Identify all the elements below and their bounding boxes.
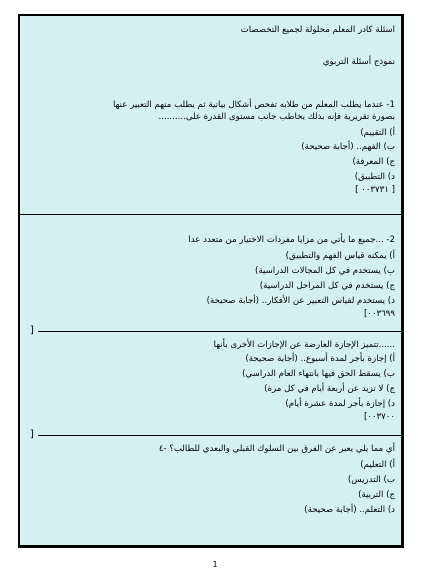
page-number: 1 [212, 560, 218, 569]
question-3-closing-bracket: [ [30, 429, 34, 440]
document-subtitle: نموذج أسئلة التربوي [322, 57, 395, 67]
question-1-option-a: أ) التقييم) [360, 128, 395, 138]
question-2-option-a: أ) يمكنه قياس الفهم والتطبيق) [285, 251, 395, 261]
question-1-code: [ ٠٠٣٧٣١ ] [355, 185, 395, 195]
document-page [18, 14, 404, 548]
question-4-option-a: أ) التعليم) [360, 460, 395, 470]
question-2-closing-bracket: [ [30, 325, 34, 336]
question-3-option-a: أ) إجازة بأجر لمدة أسبوع.. (أجابة صحيحة) [245, 354, 395, 364]
question-3-option-b: ب) يسقط الحق فيها بانتهاء العام الدراسي) [242, 369, 395, 379]
question-4-option-c: ج) التربية) [358, 490, 395, 500]
document-title: اسئلة كادر المعلم محلولة لجميع التخصصات [240, 25, 395, 35]
question-4-option-d: د) التعلم.. (أجابة صحيحة) [304, 505, 395, 515]
question-1-option-b: ب) الفهم.. (أجابة صحيحة) [301, 142, 395, 152]
question-4-option-b: ب) التدريس) [347, 475, 395, 485]
question-1-stem-line-1: 1- عندما يطلب المعلم من طلابه تفحص أشكال بيانية ثم يطلب منهم التعبير عنها [113, 100, 395, 110]
question-2-option-b: ب) يستخدم في كل المجالات الدراسية) [255, 266, 395, 276]
question-2-stem: 2- ...جميع ما يأتي من مزايا مفردات الاختيار من متعدد عدا [188, 235, 395, 245]
question-4-stem: أي مما يلي يعبر عن الفرق بين السلوك القبلي والبعدي للطالب؟ -٤ [158, 444, 395, 454]
divider [38, 331, 401, 332]
divider [38, 435, 401, 436]
question-1-option-c: ج) المعرفة) [352, 157, 395, 167]
question-3-code: [٠٠٣٧٠٠ [363, 412, 395, 422]
question-3-stem: ......تتميز الإجازة العارضة عن الإجازات الأخرى بأنها [213, 340, 395, 350]
question-1-stem-line-2: بصورة تقريرية فإنه بذلك يخاطب جانب مستوى القدرة على.......... [158, 112, 395, 122]
question-2-option-d: د) يستخدم لقياس التعبير عن الأفكار.. (أجابة صحيحة) [206, 296, 395, 306]
divider [20, 214, 401, 215]
question-3-option-d: د) إجازة بأجر لمدة عشرة أيام) [285, 399, 395, 409]
question-1-option-d: د) التطبيق) [354, 172, 395, 182]
question-2-code: [٠٠٣٦٩٩ [363, 309, 395, 319]
question-3-option-c: ج) لا تزيد عن أربعة أيام في كل مرة) [264, 384, 395, 394]
question-2-option-c: ج) يستخدم في كل المراحل الدراسية) [259, 281, 395, 291]
